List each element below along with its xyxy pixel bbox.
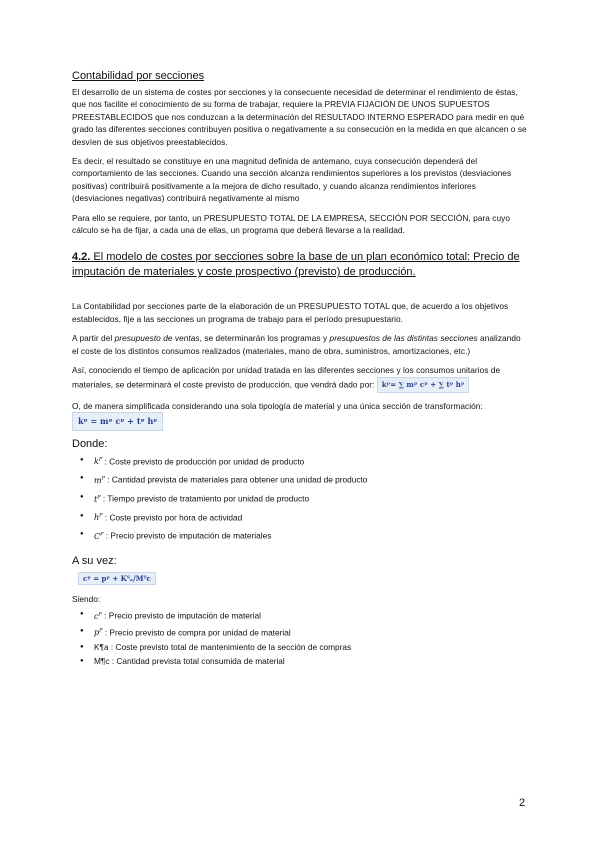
section-title bbox=[72, 250, 528, 280]
paragraph bbox=[72, 364, 528, 393]
formula-image: cᵖ = pᵖ + Kᵀₐ/Mᵀc bbox=[78, 572, 156, 585]
section-title-text: El modelo de costes por secciones sobre la base de un plan económico total: Precio de imputación de materiales y coste prospectivo (previsto) de producción. bbox=[72, 251, 520, 279]
list-item: ● $m^P$ : Cantidad prevista de materiales para obtener una unidad de producto bbox=[94, 472, 528, 487]
definition-list bbox=[72, 454, 528, 543]
math-symbol: $c^P$ bbox=[94, 611, 102, 621]
text-run: analizando el coste de los distintos consumos realizados (materiales, mano de obra, suministros, amortizaciones, etc.) bbox=[72, 333, 521, 356]
formula-image: kᵖ= ∑ mᵖ cᵖ + ∑ tᵖ hᵖ bbox=[377, 377, 470, 393]
italic-term: presupuestos de las distintas secciones bbox=[329, 333, 478, 344]
formula-image: kᵖ = mᵖ cᵖ + tᵖ hᵖ bbox=[72, 412, 163, 430]
list-item: ● $t^P$ : Tiempo previsto de tratamiento por unidad de producto bbox=[94, 491, 528, 506]
math-symbol: $h^P$ bbox=[94, 512, 103, 523]
math-symbol: $t^P$ bbox=[94, 494, 101, 504]
text-run: O, de manera simplificada considerando una sola tipología de material y una única sección de transformación: bbox=[72, 400, 483, 411]
formula-row bbox=[78, 570, 528, 588]
paragraph: Para ello se requiere, por tanto, un PRESUPUESTO TOTAL DE LA EMPRESA, SECCIÓN POR SECCIÓN, para cuyo cálculo se ha de fijar, a cada una de ellas, un programa que deberá llevarse a la realidad. bbox=[72, 212, 510, 236]
paragraph: El desarrollo de un sistema de costes por secciones y la consecuente necesidad de determinar el rendimiento de éstas, que nos facilite el conocimiento de su forma de trabajar, requiere la PREVIA FIJACIÓN DE UNOS SUPUESTOS PREESTABLECIDOS que nos conduzcan a la determinación del RESULTADO INTERNO ESPERADO para medir en qué grado las diferentes secciones contribuyen positiva o negativamente a su consecución en la medida en que alcancen o se desvíen de sus objetivos preestablecidos. bbox=[72, 87, 527, 147]
paragraph bbox=[72, 400, 528, 431]
section-number: 4.2. bbox=[72, 251, 91, 264]
paragraph: Es decir, el resultado se constituye en una magnitud definida de antemano, cuya consecución dependerá del comportamiento de las secciones. Cuando una sección alcanza rendimientos superiores a los previstos (desviaciones positivas) contribuirá positivamente a la mejora de dicho resultado, y cuando alcanza rendimientos inferiores (desviaciones negativas) contribuirá negativamente al mismo bbox=[72, 156, 512, 204]
math-symbol: $k^P$ bbox=[94, 456, 103, 467]
definition-list bbox=[72, 608, 528, 667]
text-run: Así, conociendo el tiempo de aplicación por unidad tratada en las diferentes secciones y los consumos unitarios de materiales, se determinará el coste previsto de producción, que vendrá dado por: bbox=[72, 365, 501, 389]
paragraph: La Contabilidad por secciones parte de la elaboración de un PRESUPUESTO TOTAL que, de acuerdo a los objetivos establecidos, fije a las secciones un programa de trabajo para el período presupuestario. bbox=[72, 301, 509, 324]
list-item: ● $C^P$ : Precio previsto de imputación de materiales bbox=[94, 528, 528, 543]
list-item: ● $c^P$ : Precio previsto de imputación de material bbox=[94, 608, 528, 623]
italic-term: presupuesto de ventas bbox=[114, 333, 200, 344]
list-item: ● $k^P$ : Coste previsto de producción por unidad de producto bbox=[94, 454, 528, 469]
math-symbol: $p^P$ bbox=[94, 627, 103, 638]
section-heading: Contabilidad por secciones bbox=[72, 70, 205, 82]
text-run: , se determinarán los programas y bbox=[199, 333, 330, 344]
list-item: ● $h^P$ : Coste previsto por hora de actividad bbox=[94, 510, 528, 525]
text-run: A partir del bbox=[72, 333, 115, 344]
list-item: ● M¶c : Cantidad prevista total consumida de material bbox=[94, 655, 528, 667]
document-page bbox=[72, 70, 528, 673]
donde-label: Donde: bbox=[72, 437, 108, 450]
math-symbol: $m^P$ bbox=[94, 475, 105, 486]
paragraph bbox=[72, 332, 528, 357]
math-symbol: $C^P$ bbox=[94, 531, 104, 541]
list-item: ● K¶a : Coste previsto total de mantenimiento de la sección de compras bbox=[94, 641, 528, 653]
list-item: ● $p^P$ : Precio previsto de compra por unidad de material bbox=[94, 625, 528, 640]
a-su-vez-label: A su vez: bbox=[72, 555, 117, 567]
siendo-label: Siendo: bbox=[72, 594, 101, 604]
page-number: 2 bbox=[519, 797, 526, 809]
